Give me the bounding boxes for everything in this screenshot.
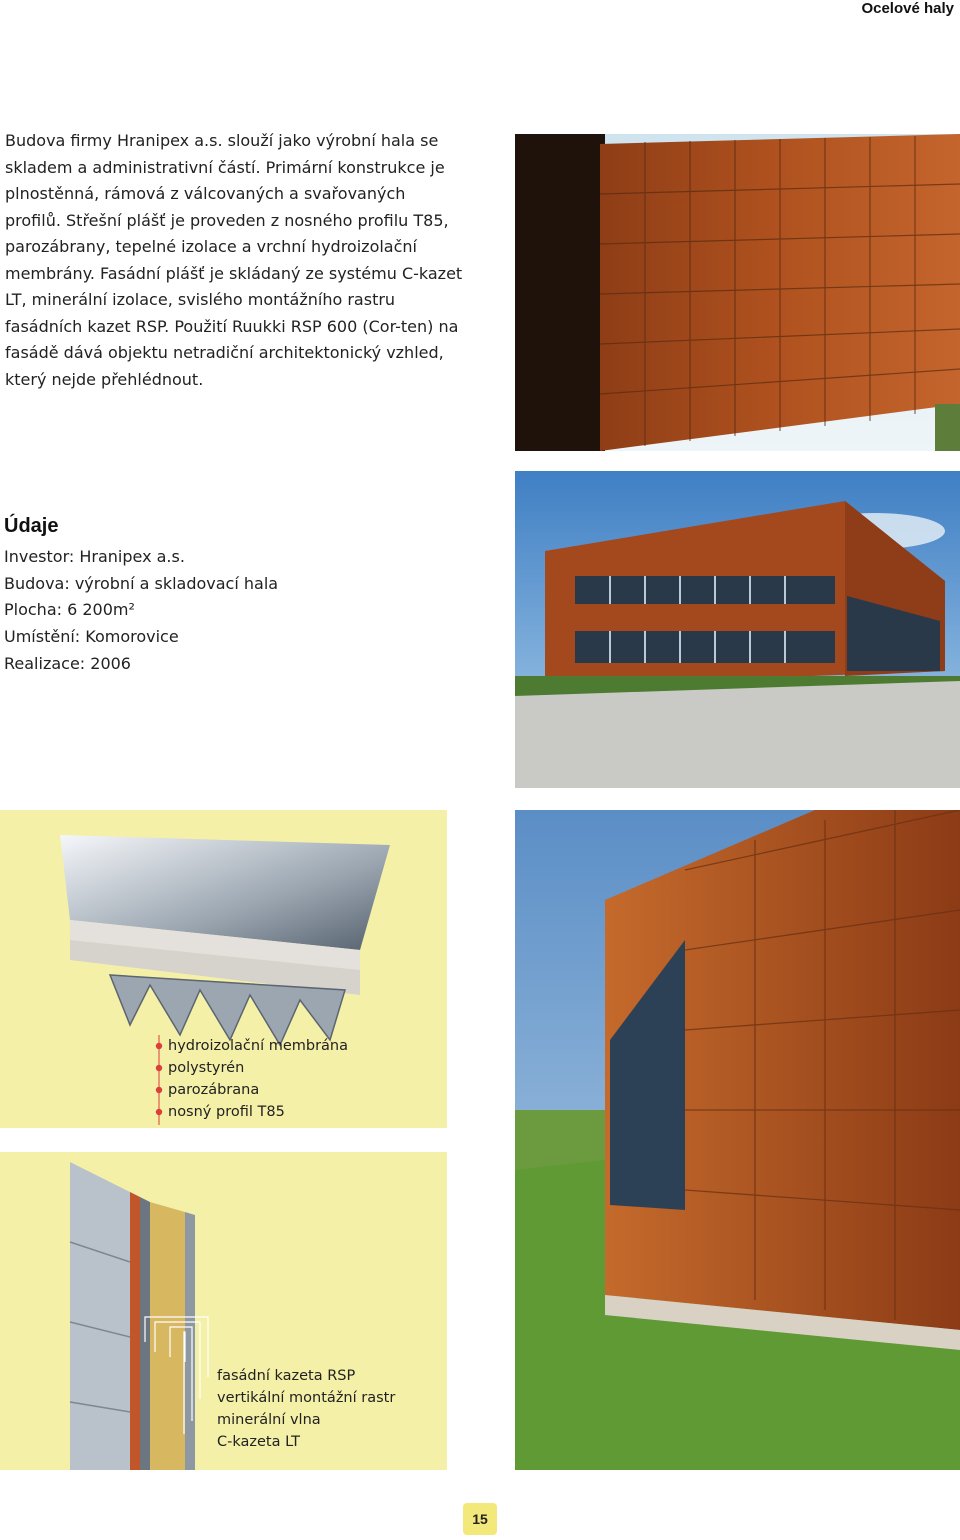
photo-side-facade xyxy=(515,810,960,1470)
roof-legend xyxy=(168,1035,348,1123)
legend-item: nosný profil T85 xyxy=(168,1104,285,1120)
data-section-list xyxy=(4,544,278,678)
data-line: Plocha: 6 200m² xyxy=(4,600,135,620)
photo-office-building xyxy=(515,471,960,788)
wall-leader-lines xyxy=(140,1312,220,1442)
wall-diagram-panel xyxy=(0,1152,447,1470)
photo-corten-facade xyxy=(515,134,960,451)
data-section-title: Údaje xyxy=(4,515,59,537)
roof-diagram-panel xyxy=(0,810,447,1128)
legend-item: minerální vlna xyxy=(217,1412,321,1428)
data-line: Investor: Hranipex a.s. xyxy=(4,547,185,566)
legend-item: hydroizolační membrána xyxy=(168,1038,349,1054)
page-number: 15 xyxy=(463,1503,497,1535)
intro-paragraph: Budova firmy Hranipex a.s. slouží jako výrobní hala se skladem a administrativní částí. Primární konstrukce je plnostěnná, rámová z válcovaných a svařovaných profilů. Střešní plášť je proveden z nosného profilu T85, parozábrany, tepelné izolace a vrchní hydroizolační membrány. Fasádní plášť je skládaný ze systému C-kazet LT, minerální izolace, svislého montážního rastru fasádních kazet RSP. Použití Ruukki RSP 600 (Cor-ten) na fasádě dává objektu netradiční architektonický vzhled, který nejde přehlédnout. xyxy=(5,131,463,389)
data-line: Budova: výrobní a skladovací hala xyxy=(4,573,279,593)
wall-legend xyxy=(217,1365,395,1453)
legend-item: C-kazeta LT xyxy=(217,1434,301,1450)
legend-item: polystyrén xyxy=(168,1060,245,1076)
data-line: Umístění: Komorovice xyxy=(4,627,179,647)
leader-lines xyxy=(150,1035,170,1128)
legend-item: fasádní kazeta RSP xyxy=(217,1368,356,1384)
section-title: Ocelové haly xyxy=(861,0,954,17)
data-line: Realizace: 2006 xyxy=(4,653,131,673)
legend-item: vertikální montážní rastr xyxy=(217,1390,396,1406)
legend-item: parozábrana xyxy=(168,1082,260,1098)
